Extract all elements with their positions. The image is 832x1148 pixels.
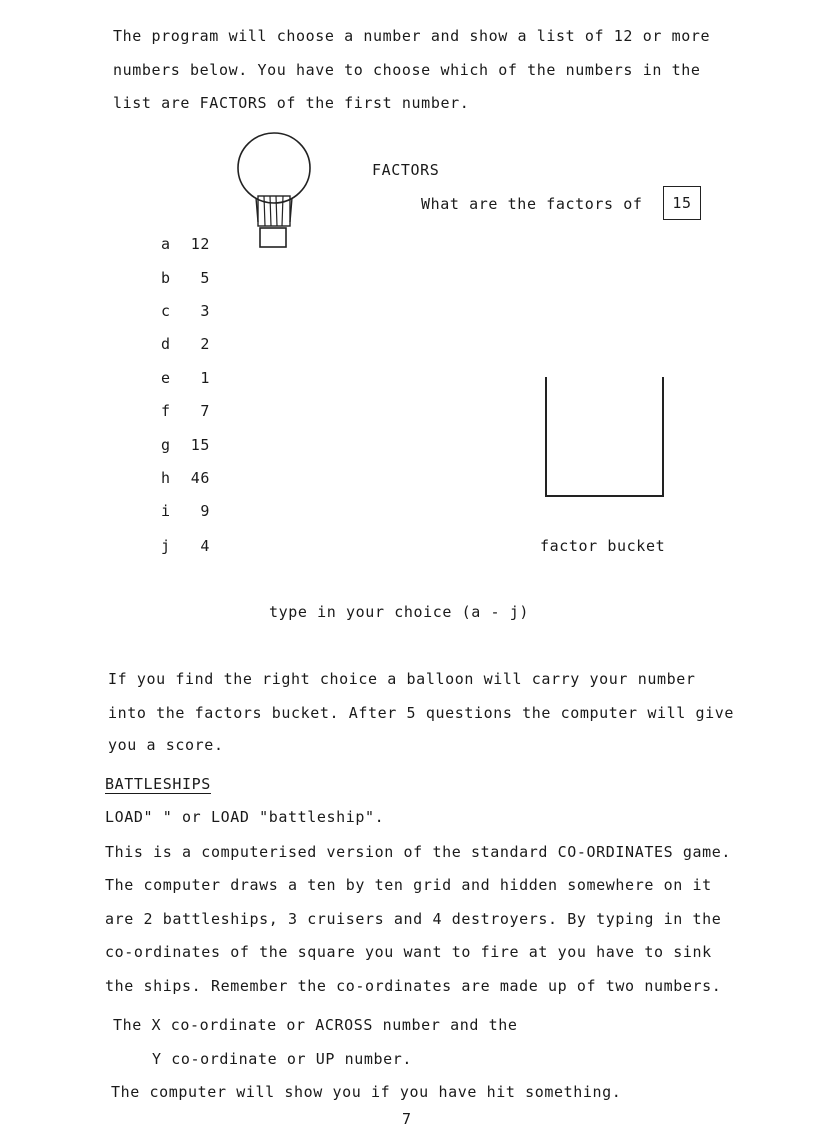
after-line-3: you a score. <box>108 736 224 754</box>
choice-letter: j <box>161 537 171 555</box>
bucket-label: factor bucket <box>540 537 666 555</box>
battleships-line: The X co-ordinate or ACROSS number and the <box>113 1016 518 1034</box>
choice-value: 7 <box>200 402 210 420</box>
choice-letter: h <box>161 469 171 487</box>
target-number-box <box>663 186 701 220</box>
factors-question: What are the factors of <box>421 195 643 213</box>
battleships-line: co-ordinates of the square you want to fire at you have to sink <box>105 943 712 961</box>
intro-line-1: The program will choose a number and show a list of 12 or more <box>113 27 711 45</box>
choice-letter: b <box>161 269 171 287</box>
battleships-line: LOAD" " or LOAD "battleship". <box>105 808 385 826</box>
target-number: 15 <box>672 194 692 212</box>
choice-letter: e <box>161 369 171 387</box>
choice-letter: a <box>161 235 171 253</box>
hot-air-balloon-icon <box>236 132 316 252</box>
factor-bucket <box>545 377 664 497</box>
choice-letter: g <box>161 436 171 454</box>
intro-line-3: list are FACTORS of the first number. <box>113 94 470 112</box>
choice-value: 12 <box>190 235 210 253</box>
after-line-1: If you find the right choice a balloon will carry your number <box>108 670 696 688</box>
intro-line-2: numbers below. You have to choose which of the numbers in the <box>113 61 701 79</box>
choice-prompt: type in your choice (a - j) <box>269 603 530 621</box>
choice-letter: d <box>161 335 171 353</box>
battleships-heading: BATTLESHIPS <box>105 775 211 793</box>
choice-value: 4 <box>200 537 210 555</box>
after-line-2: into the factors bucket. After 5 questions the computer will give <box>108 704 734 722</box>
battleships-line: The computer draws a ten by ten grid and hidden somewhere on it <box>105 876 712 894</box>
choice-value: 9 <box>200 502 210 520</box>
choice-value: 15 <box>190 436 210 454</box>
choice-letter: f <box>161 402 171 420</box>
battleships-line: are 2 battleships, 3 cruisers and 4 destroyers. By typing in the <box>105 910 722 928</box>
screen-title: FACTORS <box>372 161 440 179</box>
choice-value: 46 <box>190 469 210 487</box>
choice-letter: i <box>161 502 171 520</box>
battleships-line: the ships. Remember the co-ordinates are made up of two numbers. <box>105 977 722 995</box>
battleships-line: The computer will show you if you have hit something. <box>111 1083 622 1101</box>
choice-letter: c <box>161 302 171 320</box>
choice-value: 1 <box>200 369 210 387</box>
choice-value: 5 <box>200 269 210 287</box>
choice-value: 3 <box>200 302 210 320</box>
page-number: 7 <box>402 1110 412 1128</box>
choice-value: 2 <box>200 335 210 353</box>
battleships-line: Y co-ordinate or UP number. <box>152 1050 413 1068</box>
battleships-line: This is a computerised version of the standard CO-ORDINATES game. <box>105 843 731 861</box>
